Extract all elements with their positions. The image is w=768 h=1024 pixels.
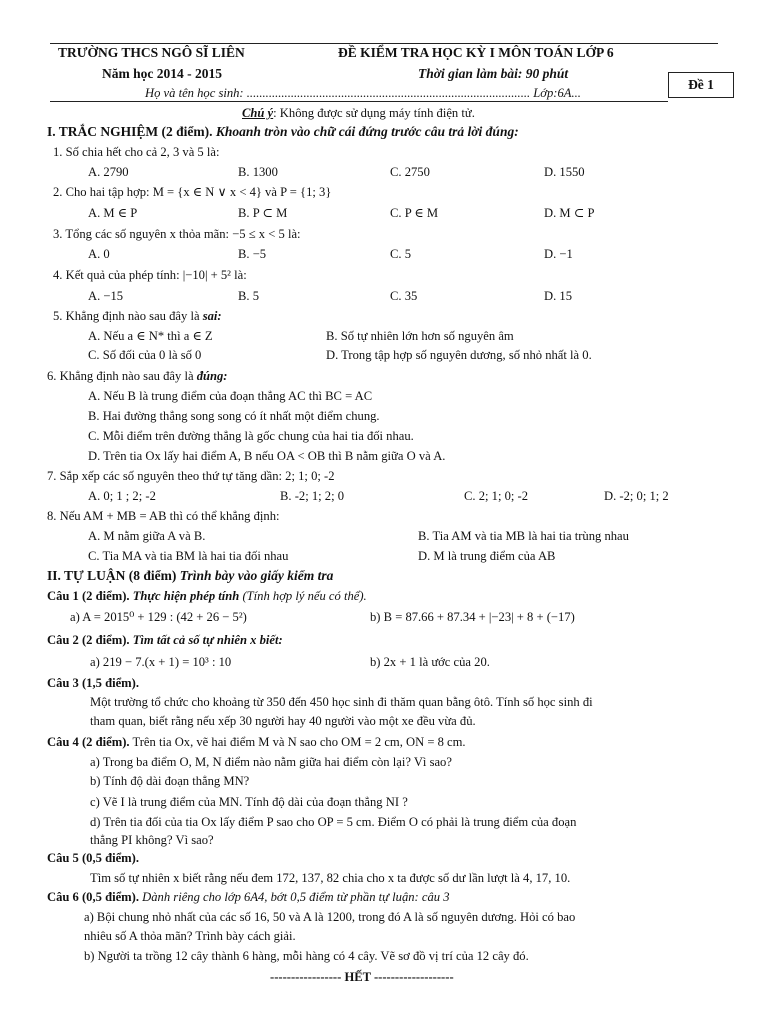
c2-part-a: a) 219 − 7.(x + 1) = 10³ : 10: [90, 655, 232, 669]
exam-title: ĐỀ KIỂM TRA HỌC KỲ I MÔN TOÁN LỚP 6: [338, 45, 614, 60]
q4-option-a: A. −15: [88, 289, 124, 303]
c2-heading: [47, 632, 283, 648]
q5-stem-emphasis: sai:: [202, 309, 222, 323]
c4-part-a: a) Trong ba điểm O, M, N điểm nào nằm giữa hai điểm còn lại? Vì sao?: [90, 755, 452, 769]
header-rule: [50, 101, 668, 102]
c6-part-a-line-2: nhiêu số A thỏa mãn? Trình bày cách giải.: [84, 929, 296, 943]
q1-option-b: B. 1300: [238, 165, 278, 179]
q2-stem: 2. Cho hai tập hợp: M = {x ∈ N ∨ x < 4} và P = {1; 3}: [53, 185, 332, 199]
c5-text: Tìm số tự nhiên x biết rằng nếu đem 172, 137, 82 chia cho x ta được số dư lần lượt là 4, 17, 10.: [90, 871, 571, 885]
q2-option-d: D. M ⊂ P: [544, 206, 595, 220]
c4-part-b: b) Tính độ dài đoạn thẳng MN?: [90, 774, 250, 788]
q6-option-c: C. Mỗi điểm trên đường thẳng là gốc chung của hai tia đối nhau.: [88, 429, 414, 443]
q2-option-b: B. P ⊂ M: [238, 206, 288, 220]
c3-label: Câu 3 (1,5 điểm).: [47, 676, 139, 690]
part1-instruction: Khoanh tròn vào chữ cái đứng trước câu trả lời đúng:: [215, 124, 519, 139]
part1-heading: [47, 124, 519, 140]
school-name: TRƯỜNG THCS NGÔ SĨ LIÊN: [58, 45, 245, 60]
c4-intro: Trên tia Ox, vẽ hai điểm M và N sao cho OM = 2 cm, ON = 8 cm.: [132, 735, 466, 749]
c4-part-d-line-1: d) Trên tia đối của tia Ox lấy điểm P sao cho OP = 5 cm. Điểm O có phải là trung điểm của đoạn: [90, 815, 577, 829]
q6-stem: [47, 368, 228, 384]
note-label: Chú ý: [242, 106, 274, 120]
q4-option-c: C. 35: [390, 289, 418, 303]
q6-option-b: B. Hai đường thẳng song song có ít nhất một điểm chung.: [88, 409, 380, 423]
top-rule: [50, 43, 718, 44]
q5-option-d: D. Trong tập hợp số nguyên dương, số nhỏ nhất là 0.: [326, 348, 592, 362]
q3-option-a: A. 0: [88, 247, 110, 261]
q5-option-c: C. Số đối của 0 là số 0: [88, 348, 202, 362]
c6-part-b: b) Người ta trồng 12 cây thành 6 hàng, mỗi hàng có 4 cây. Vẽ sơ đồ vị trí của 12 cây đó.: [84, 949, 529, 963]
end-marker: ----------------- HẾT -------------------: [270, 970, 454, 984]
q3-stem: 3. Tổng các số nguyên x thỏa mãn: −5 ≤ x < 5 là:: [53, 227, 301, 241]
c3-line-2: tham quan, biết rằng nếu xếp 30 người hay 40 người vào một xe đều vừa đủ.: [90, 714, 476, 728]
c4-part-d-line-2: thẳng PI không? Vì sao?: [90, 833, 214, 847]
q6-stem-text: 6. Khẳng định nào sau đây là: [47, 369, 197, 383]
exam-code: Đề 1: [688, 77, 714, 92]
q3-option-c: C. 5: [390, 247, 411, 261]
q6-option-a: A. Nếu B là trung điểm của đoạn thẳng AC thì BC = AC: [88, 389, 373, 403]
c4-label: Câu 4 (2 điểm).: [47, 735, 130, 749]
part2-title: II. TỰ LUẬN (8 điểm): [47, 568, 177, 583]
q5-option-a: A. Nếu a ∈ N* thì a ∈ Z: [88, 329, 213, 343]
exam-time: Thời gian làm bài: 90 phút: [418, 66, 569, 81]
q5-stem: [53, 308, 222, 324]
c6-note: Dành riêng cho lớp 6A4, bớt 0,5 điểm từ phần tự luận: câu 3: [142, 890, 450, 904]
c1-label: Câu 1 (2 điểm).: [47, 589, 130, 603]
q2-option-a: A. M ∈ P: [88, 206, 138, 220]
q8-stem: 8. Nếu AM + MB = AB thì có thể khẳng định:: [47, 509, 280, 523]
c2-part-b: b) 2x + 1 là ước của 20.: [370, 655, 490, 669]
q1-stem: 1. Số chia hết cho cả 2, 3 và 5 là:: [53, 145, 220, 159]
q1-option-c: C. 2750: [390, 165, 430, 179]
part2-heading: [47, 568, 333, 584]
q8-option-d: D. M là trung điểm của AB: [418, 549, 556, 563]
q2-option-c: C. P ∈ M: [390, 206, 439, 220]
c1-part-b: b) B = 87.66 + 87.34 + |−23| + 8 + (−17): [370, 610, 575, 624]
exam-code-box: [668, 72, 734, 98]
c6-heading: [47, 889, 450, 905]
note: [242, 105, 475, 121]
c6-part-a-line-1: a) Bội chung nhỏ nhất của các số 16, 50 và A là 1200, trong đó A là số nguyên dương. Hỏi có bao: [84, 910, 576, 924]
c6-label: Câu 6 (0,5 điểm).: [47, 890, 139, 904]
q4-option-b: B. 5: [238, 289, 259, 303]
q6-stem-emphasis: đúng:: [196, 369, 228, 383]
q7-option-a: A. 0; 1 ; 2; -2: [88, 489, 156, 503]
c3-line-1: Một trường tổ chức cho khoảng từ 350 đến 450 học sinh đi thăm quan bằng ôtô. Tính số học sinh đi: [90, 695, 593, 709]
q5-stem-text: 5. Khẳng định nào sau đây là: [53, 309, 203, 323]
q7-option-d: D. -2; 0; 1; 2: [604, 489, 669, 503]
q7-stem: 7. Sắp xếp các số nguyên theo thứ tự tăng dần: 2; 1; 0; -2: [47, 469, 335, 483]
c1-heading: [47, 588, 367, 604]
q3-option-d: D. −1: [544, 247, 573, 261]
c1-task: Thực hiện phép tính: [132, 589, 240, 603]
q8-option-a: A. M nằm giữa A và B.: [88, 529, 206, 543]
q4-stem: 4. Kết quả của phép tính: |−10| + 5² là:: [53, 268, 247, 282]
school-year: Năm học 2014 - 2015: [102, 66, 222, 81]
c4-heading: [47, 734, 466, 750]
c2-task: Tìm tất cả số tự nhiên x biết:: [132, 633, 283, 647]
c1-part-a: a) A = 2015⁰ + 129 : (42 + 26 − 5²): [70, 610, 247, 624]
c1-hint: (Tính hợp lý nếu có thể).: [242, 589, 367, 603]
q8-option-c: C. Tia MA và tia BM là hai tia đối nhau: [88, 549, 289, 563]
part2-instruction: Trình bày vào giấy kiểm tra: [179, 568, 334, 583]
q3-option-b: B. −5: [238, 247, 267, 261]
student-info-line: Họ và tên học sinh: .......................................................................................... Lớp:6A...: [145, 86, 581, 100]
q4-option-d: D. 15: [544, 289, 572, 303]
q5-option-b: B. Số tự nhiên lớn hơn số nguyên âm: [326, 329, 514, 343]
c2-label: Câu 2 (2 điểm).: [47, 633, 130, 647]
q1-option-d: D. 1550: [544, 165, 585, 179]
q6-option-d: D. Trên tia Ox lấy hai điểm A, B nếu OA < OB thì B nằm giữa O và A.: [88, 449, 446, 463]
q1-option-a: A. 2790: [88, 165, 129, 179]
q8-option-b: B. Tia AM và tia MB là hai tia trùng nhau: [418, 529, 629, 543]
c4-part-c: c) Vẽ I là trung điểm của MN. Tính độ dài của đoạn thẳng NI ?: [90, 795, 408, 809]
q7-option-b: B. -2; 1; 2; 0: [280, 489, 345, 503]
note-text: : Không được sử dụng máy tính điện tử.: [273, 106, 475, 120]
part1-title: I. TRẮC NGHIỆM (2 điểm).: [47, 124, 213, 139]
c5-label: Câu 5 (0,5 điểm).: [47, 851, 139, 865]
q7-option-c: C. 2; 1; 0; -2: [464, 489, 529, 503]
